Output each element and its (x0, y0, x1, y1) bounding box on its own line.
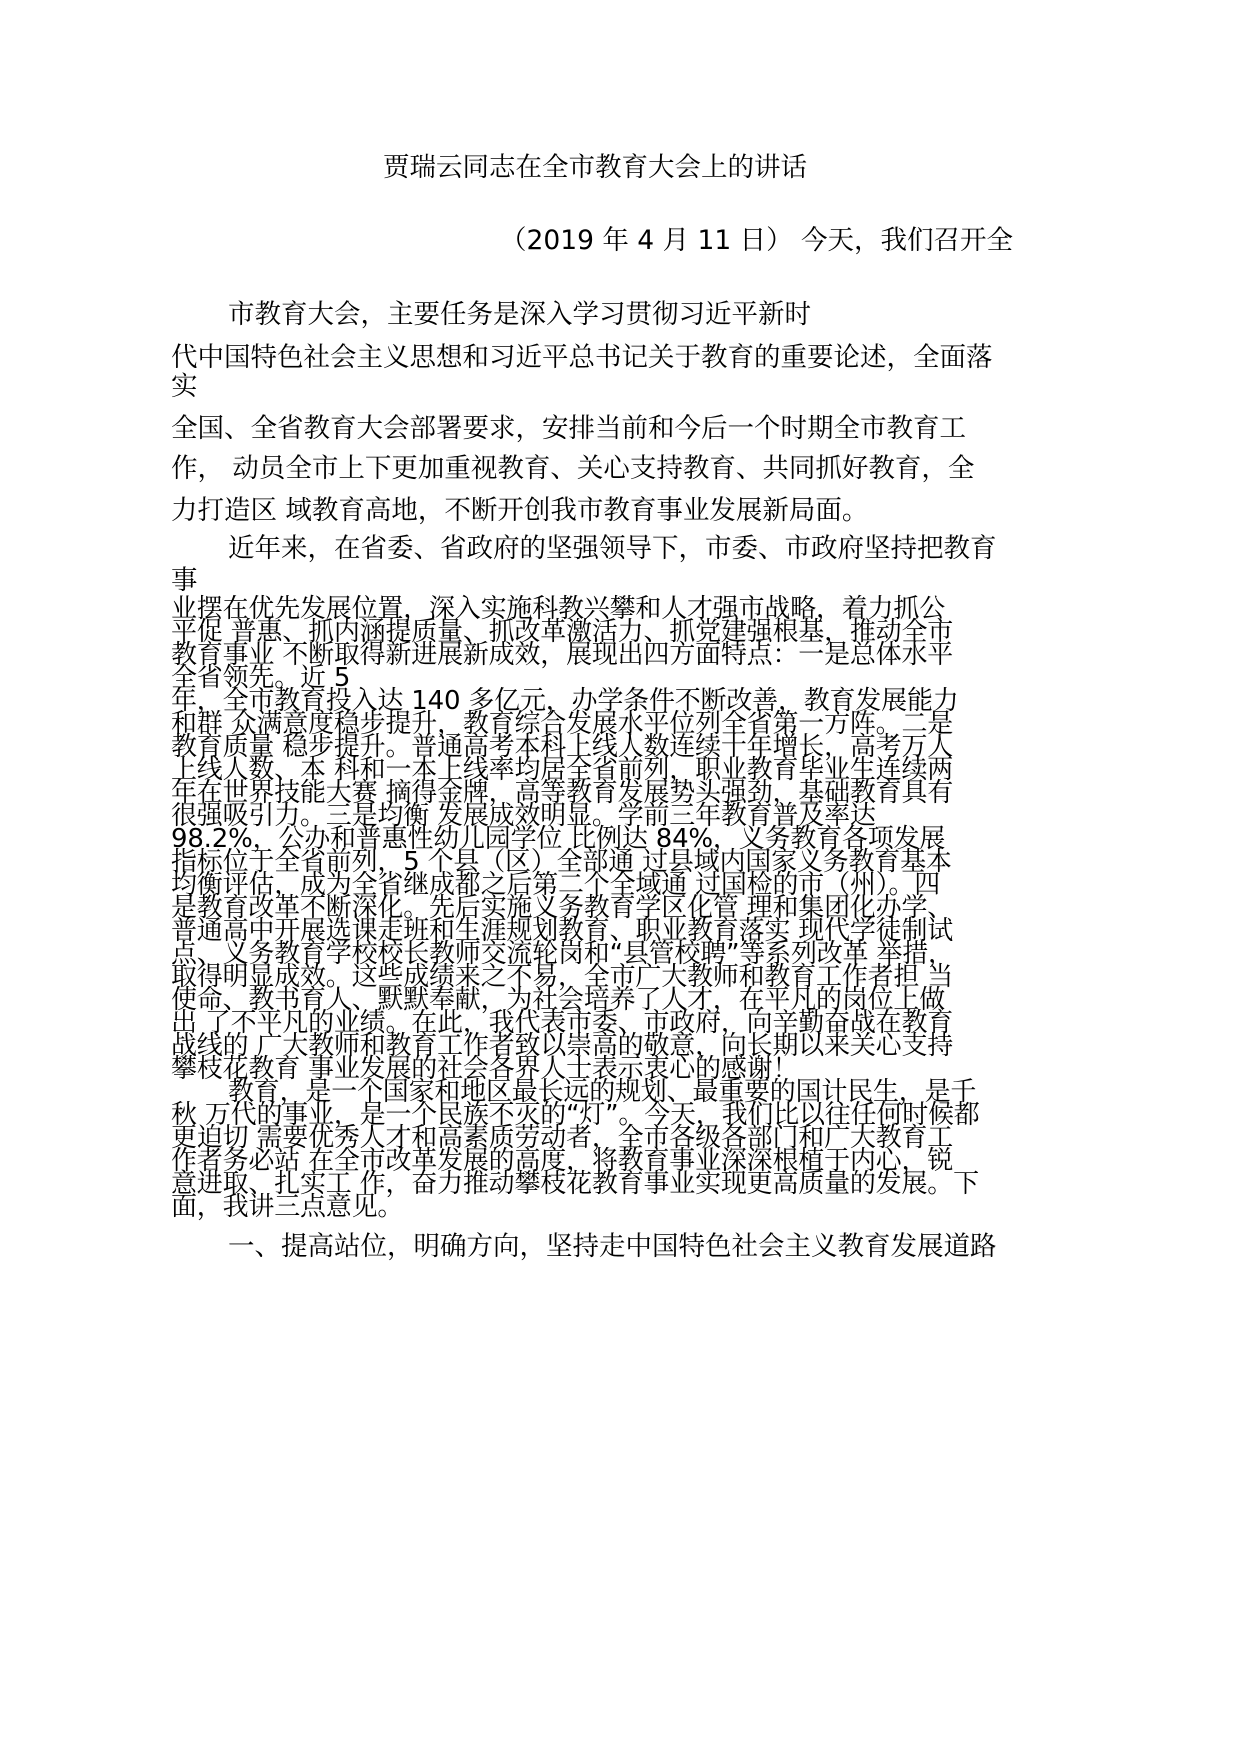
paragraph-line: 指标位于全省前列，5 个县（区）全部通 过县域内国家义务教育基本 (171, 847, 952, 877)
paragraph-line: 攀枝花教育 事业发展的社会各界人士表示衷心的感谢！ (171, 1054, 799, 1084)
paragraph-line: 更迫切 需要优秀人才和高素质劳动者，全市各级各部门和广大教育工 (171, 1123, 954, 1153)
paragraph-line: 上线人数、本 科和一本上线率均居全省前列，职业教育毕业生连续两 (171, 755, 954, 785)
paragraph-line: 年在世界技能大赛 摘得金牌，高等教育发展势头强劲，基础教育具有 (171, 778, 954, 808)
paragraph-line: 业摆在优先发展位置，深入实施科教兴攀和人才强市战略，着力抓公 (171, 594, 946, 624)
section-heading: 一、提高站位，明确方向，坚持走中国特色社会主义教育发展道路 (228, 1231, 997, 1262)
paragraph-line: 98.2%，公办和普惠性幼儿园学位 比例达 84%，义务教育各项发展 (171, 824, 946, 854)
document-title: 贾瑞云同志在全市教育大会上的讲话 (383, 152, 807, 183)
paragraph-line: 年，全市教育投入达 140 多亿元，办学条件不断改善，教育发展能力 (171, 686, 959, 716)
paragraph-line: 教育质量 稳步提升。普通高考本科上线人数连续十年增长，高考万人 (171, 732, 954, 762)
paragraph-line: 意进取、扎实工 作，奋力推动攀枝花教育事业实现更高质量的发展。下 (171, 1169, 979, 1199)
paragraph-line: 点、义务教育学校校长教师交流轮岗和“县管校聘”等系列改革 举措， (171, 939, 954, 969)
paragraph-line: 和群 众满意度稳步提升，教育综合发展水平位列全省第一方阵。二是 (171, 709, 954, 739)
paragraph-line: 作者务必站 在全市改革发展的高度，将教育事业深深根植于内心，锐 (171, 1146, 954, 1176)
paragraph-line: 代中国特色社会主义思想和习近平总书记关于教育的重要论述，全面落 (171, 342, 993, 373)
paragraph-line: 作， 动员全市上下更加重视教育、关心支持教育、共同抓好教育，全 (171, 453, 975, 484)
paragraph-line: 战线的 广大教师和教育工作者致以崇高的敬意，向长期以来关心支持 (171, 1031, 954, 1061)
paragraph-line: 平促 普惠、抓内涵提质量、抓改革激活力、抓党建强根基，推动全市 (171, 617, 954, 647)
paragraph-line: 力打造区 域教育高地，不断开创我市教育事业发展新局面。 (171, 495, 869, 526)
paragraph-line: 教育，是一个国家和地区最长远的规划、最重要的国计民生，是千 (228, 1077, 977, 1107)
date-line: （2019 年 4 月 11 日） 今天，我们召开全 (500, 225, 1014, 256)
paragraph-line: 市教育大会，主要任务是深入学习贯彻习近平新时 (228, 299, 811, 330)
paragraph-line: 教育事业 不断取得新进展新成效，展现出四方面特点：一是总体水平 (171, 640, 954, 670)
paragraph-line: 是教育改革不断深化。先后实施义务教育学区化管 理和集团化办学、 (171, 893, 954, 923)
paragraph-line: 使命、教书育人、默默奉献，为社会培养了人才，在平凡的岗位上做 (171, 985, 946, 1015)
paragraph-line: 全国、全省教育大会部署要求，安排当前和今后一个时期全市教育工 (171, 413, 966, 444)
paragraph-line: 很强吸引力。三是均衡 发展成效明显。学前三年教育普及率达 (171, 801, 876, 831)
paragraph-line: 取得明显成效。这些成绩来之不易，全市广大教师和教育工作者担 当 (171, 962, 954, 992)
paragraph-line: 事 (171, 565, 198, 596)
paragraph-line: 全省领先。近 5 (171, 663, 351, 693)
paragraph-line: 出 了不平凡的业绩。在此，我代表市委、市政府，向辛勤奋战在教育 (171, 1008, 954, 1038)
paragraph-line: 均衡评估，成为全省继成都之后第二个全域通 过国检的市（州）。四 (171, 870, 941, 900)
paragraph-line: 秋 万代的事业，是一个民族不灭的“灯”。今天，我们比以往任何时候都 (171, 1100, 980, 1130)
paragraph-line: 实 (171, 371, 198, 402)
paragraph-line: 近年来，在省委、省政府的坚强领导下，市委、市政府坚持把教育 (228, 533, 997, 564)
paragraph-line: 普通高中开展选课走班和生涯规划教育、职业教育落实 现代学徒制试 (171, 916, 954, 946)
paragraph-line: 面，我讲三点意见。 (171, 1192, 404, 1222)
